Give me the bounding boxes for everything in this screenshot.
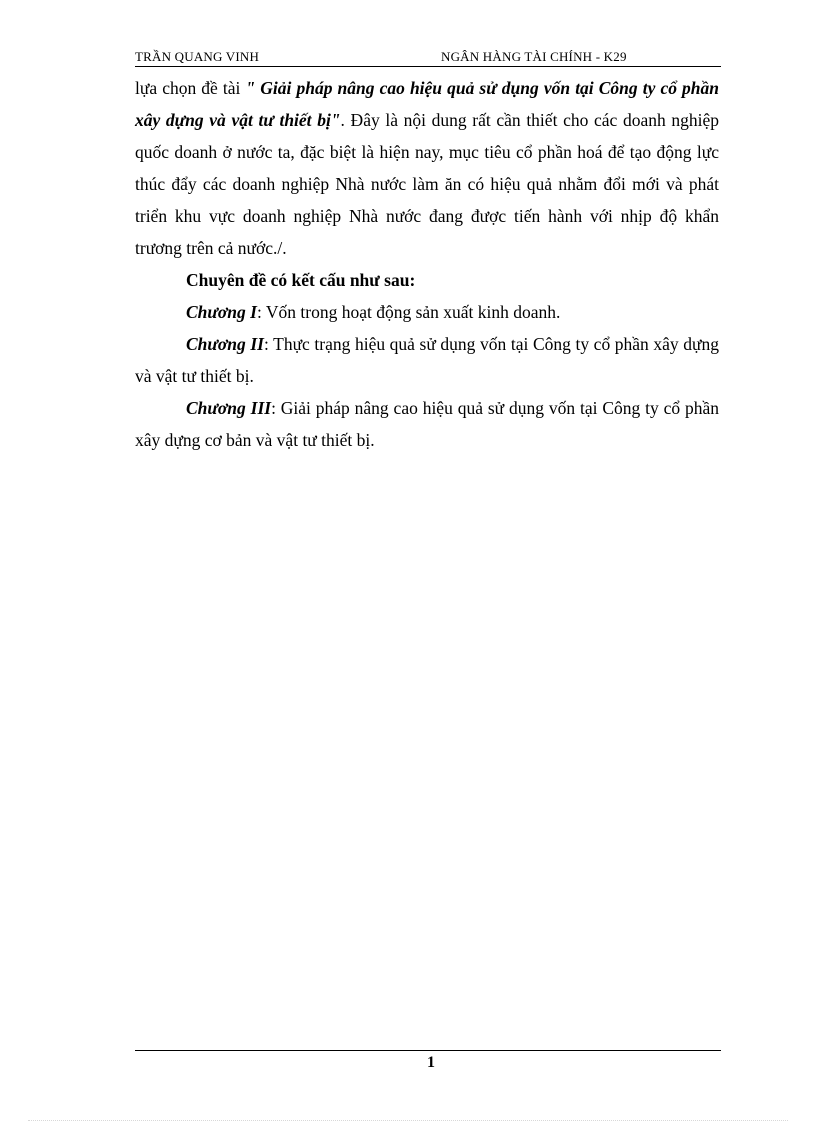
footer-rule <box>135 1050 721 1051</box>
paragraph-intro <box>135 72 719 264</box>
page-number: 1 <box>427 1054 435 1071</box>
chapter-1-text: : Vốn trong hoạt động sản xuất kinh doanh. <box>256 302 561 322</box>
page-header <box>135 47 721 67</box>
chapter-1-label: Chương I <box>186 302 257 322</box>
chapter-3 <box>135 392 719 456</box>
document-body <box>135 72 719 456</box>
header-class: NGÂN HÀNG TÀI CHÍNH - K29 <box>441 49 627 64</box>
header-author: TRẦN QUANG VINH <box>135 49 260 64</box>
chapter-3-label: Chương III <box>186 398 272 418</box>
chapter-3-text: : Giải pháp nâng cao hiệu quả sử dụng vốn tại Công ty cổ phần xây dựng cơ bản và vật tư thiết bị. <box>135 398 719 450</box>
structure-heading: Chuyên đề có kết cấu như sau: <box>186 270 416 290</box>
intro-text: lựa chọn đề tài <box>135 78 246 98</box>
chapter-2 <box>135 328 719 392</box>
topic-title: " Giải pháp nâng cao hiệu quả sử dụng vốn tại Công ty cổ phần xây dựng và vật tư thiết bị" <box>135 78 720 130</box>
chapter-2-label: Chương II <box>186 334 264 354</box>
chapter-2-text: : Thực trạng hiệu quả sử dụng vốn tại Công ty cổ phần xây dựng và vật tư thiết bị. <box>135 334 719 386</box>
page-bottom-edge <box>28 1120 788 1121</box>
intro-rest: . Đây là nội dung rất cần thiết cho các doanh nghiệp quốc doanh ở nước ta, đặc biệt là hiện nay, mục tiêu cổ phần hoá để tạo động lực thúc đẩy các doanh nghiệp Nhà nước làm ăn có hiệu quả nhằm đổi mới và phát triển khu vực doanh nghiệp Nhà nước đang được tiến hành với nhịp độ khẩn trương trên cả nước./. <box>135 110 719 258</box>
chapter-1 <box>135 296 719 328</box>
